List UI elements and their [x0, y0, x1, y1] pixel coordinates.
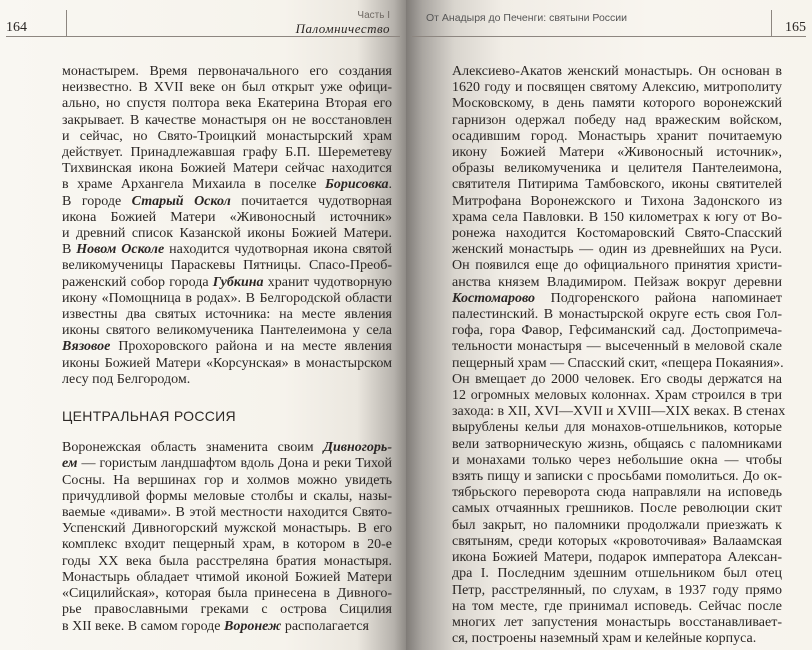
place-name: Новом Осколе: [76, 242, 165, 258]
text-run: взять пищу и записки с просьбами помолиться. До ок-: [452, 469, 782, 485]
text-line: [452, 177, 782, 193]
text-line: [452, 80, 782, 96]
text-line: [452, 566, 782, 582]
header-section: Паломничество: [295, 21, 390, 36]
text-line: [452, 469, 782, 485]
header-part: Часть I: [357, 10, 390, 21]
place-name: ем: [62, 456, 78, 472]
text-run: святителя Питирима Тамбовского, иконы святителей: [452, 177, 782, 193]
header-rule: [6, 36, 400, 37]
text-run: икона Божией Матери, подарок императора Алексан-: [452, 550, 782, 566]
text-run: причудливой формы меловые столбы и скалы, назы-: [62, 488, 392, 504]
text-run: Он появился еще до официального принятия христи-: [452, 258, 782, 274]
text-line: [452, 96, 782, 112]
text-run: гарнизон одержал победу над вражеским войском,: [452, 112, 782, 128]
text-run: икона Божией Матери «Живоносный источник»: [62, 209, 392, 225]
text-line: [62, 356, 392, 372]
text-line: [62, 339, 392, 355]
text-line: [62, 177, 392, 193]
text-line: [62, 586, 392, 602]
place-name: Костомарово: [452, 290, 536, 306]
text-line: [452, 307, 782, 323]
text-run: многих лет запустения монастырь восстанавливает-: [452, 614, 782, 630]
text-line: [62, 456, 392, 472]
text-run: 12 огромных меловых колоннах. Храм строился в три: [452, 388, 782, 404]
text-run: Монастырь обладает чтимой иконой Божией Матери: [62, 569, 392, 585]
text-run: известны два святых источника: на месте явления: [62, 307, 392, 323]
text-run: Тихвинская икона Божией Матери сейчас находится: [62, 161, 392, 177]
text-line: [452, 615, 782, 631]
text-run: тельности монастыря — высеченный в меловой скале: [452, 339, 782, 355]
text-line: [452, 291, 782, 307]
text-run: Московскому, в день памяти которого воронежский: [452, 96, 782, 112]
text-run: находится чудотворная икона святой: [164, 242, 392, 258]
text-line: [452, 372, 782, 388]
section-heading: ЦЕНТРАЛЬНАЯ РОССИЯ: [62, 408, 236, 425]
text-run: анства князем Владимиром. Пейзаж вокруг деревни: [452, 274, 782, 290]
text-run: ваемые «дивами». В этой местности находится Свято-: [62, 505, 392, 521]
right-page: [406, 0, 812, 650]
header-rule: [412, 36, 806, 37]
text-run: Воронежская область знаменита своим: [62, 440, 324, 456]
text-run: неизвестно. В XVII веке он был открыт уже офици-: [62, 80, 392, 96]
text-run: «Сицилийская», которая была принесена в Дивного-: [62, 586, 392, 602]
place-name: Борисовка: [324, 177, 389, 193]
text-run: храма села Павловки. В 150 километрах к югу от Во-: [452, 209, 782, 225]
text-line: [452, 194, 782, 210]
text-run: святыням, среди которых «кровоточивая» Валаамская: [452, 533, 782, 549]
text-run: располагается: [281, 618, 369, 634]
text-line: [62, 372, 392, 388]
text-line: [452, 210, 782, 226]
text-line: [452, 550, 782, 566]
text-run: палестинский. В монастырской округе есть своя Гол-: [452, 307, 782, 323]
text-line: [62, 291, 392, 307]
text-run: закрывает. В качестве монастыря он не восстановлен: [62, 112, 392, 128]
text-line: [452, 145, 782, 161]
text-run: дра I. Последним здешним отшельником был отец: [452, 566, 782, 582]
text-run: пещерный храм — Спасский скит, «пещера Покаяния».: [452, 355, 784, 371]
text-line: [452, 258, 782, 274]
text-line: [62, 258, 392, 274]
place-name: Губкина: [212, 274, 264, 290]
text-run: был закрыт, но паломники продолжали приезжать к: [452, 517, 782, 533]
text-line: [62, 129, 392, 145]
text-run: и монахами только через небольшие окна — чтобы: [452, 452, 782, 468]
text-line: [62, 113, 392, 129]
right-page-number: 165: [785, 20, 806, 35]
text-run: образы великомученика и целителя Пантелеимона,: [452, 161, 782, 177]
text-run: почитается чудотворная: [230, 193, 392, 209]
text-line: [452, 113, 782, 129]
text-run: вели затворническую жизнь, общаясь с паломниками: [452, 436, 782, 452]
text-line: [62, 473, 392, 489]
text-line: [452, 518, 782, 534]
text-line: [452, 339, 782, 355]
text-run: годы XX века была расстреляна братия монастыря.: [62, 553, 392, 569]
text-run: захода: в XII, XVI—XVII и XVIII—XIX веках. В стенах: [452, 404, 786, 420]
text-run: действует. Принадлежавшая графу Б.П. Шереметеву: [62, 145, 392, 161]
header-divider: [771, 10, 772, 36]
text-line: [62, 323, 392, 339]
paragraph-central-russia: [62, 440, 392, 634]
text-line: [452, 501, 782, 517]
text-run: осадившим город. Монастырь хранит почитаемую: [452, 128, 782, 144]
text-run: самых отчаянных грешников. После революции скит: [452, 501, 782, 517]
text-run: Он вмещает до 2000 человек. Его своды держатся на: [452, 371, 782, 387]
text-line: [62, 226, 392, 242]
text-run: тябрьского переворота сюда направляли на исповедь: [452, 485, 782, 501]
paragraph-voronezh-monasteries: [452, 64, 786, 647]
text-line: [452, 129, 782, 145]
text-line: [62, 505, 392, 521]
text-line: [452, 583, 782, 599]
text-run: Петр, расстрелянный, по слухам, в 1937 году прямо: [452, 582, 782, 598]
text-line: [62, 194, 392, 210]
right-page-body: [452, 64, 786, 647]
text-line: [62, 64, 392, 80]
text-line: [452, 226, 782, 242]
left-running-header: [296, 9, 390, 35]
text-run: гофа, гора Фавор, Гефсиманский сад. Достопримеча-: [452, 323, 782, 339]
text-line: [452, 323, 782, 339]
text-run: комплекс входит пещерный храм, в котором в 20-е: [62, 537, 392, 553]
place-name: Вязовое: [62, 339, 111, 355]
text-line: [62, 242, 392, 258]
text-run: — гористым ландшафтом вдоль Дона и реки Тихой: [77, 456, 392, 472]
text-run: монастырем. Время первоначального его создания: [62, 64, 392, 79]
text-run: ся, построены наземный храм и келейные корпуса.: [452, 631, 757, 647]
left-page-number: 164: [6, 20, 27, 35]
text-run: Успенский Дивногорский мужской монастырь. В его: [62, 521, 392, 537]
text-line: [452, 161, 782, 177]
text-run: В городе: [62, 193, 132, 209]
text-line: [452, 599, 782, 615]
text-line: [452, 420, 782, 436]
text-line: [452, 242, 782, 258]
place-name: Старый Оскол: [131, 193, 231, 209]
text-run: икону «Помощница в родах». В Белгородской области: [62, 290, 392, 306]
text-line: [62, 275, 392, 291]
text-run: Алексиево-Акатов женский монастырь. Он основан в: [452, 64, 782, 79]
text-line: [62, 440, 392, 456]
text-line: [62, 602, 392, 618]
text-run: иконы святого великомученика Пантелеимона у села: [62, 323, 392, 339]
text-line: [452, 356, 782, 372]
text-run: Митрофана Воронежского и Тихона Задонского из: [452, 193, 782, 209]
text-line: [452, 453, 782, 469]
text-line: [452, 404, 786, 420]
right-running-header: От Анадыря до Печенги: святыни России: [426, 12, 628, 24]
text-run: В: [62, 242, 77, 258]
text-line: [62, 210, 392, 226]
text-line: [62, 96, 392, 112]
text-run: хранит чудотворную: [263, 274, 392, 290]
text-run: иконы Божией Матери «Корсунская» в монастырском: [62, 355, 392, 371]
text-line: [62, 161, 392, 177]
text-line: [452, 64, 782, 80]
place-name: Воронеж: [224, 618, 282, 634]
text-line: [62, 570, 392, 586]
text-run: женский монастырь — один из древнейших на Руси.: [452, 242, 782, 258]
text-run: великомученицы Параскевы Пятницы. Спасо-Преоб-: [62, 258, 392, 274]
text-line: [452, 631, 782, 647]
text-run: рье православными греками с острова Сицилия: [62, 602, 392, 618]
text-run: ально, но спустя полтора века Екатерина Вторая его: [62, 96, 392, 112]
text-line: [452, 437, 782, 453]
text-line: [62, 80, 392, 96]
text-run: и сейчас, но Свято-Троицкий монастырский храм: [62, 128, 392, 144]
text-line: [62, 537, 392, 553]
text-run: Прохоровского района и на месте явления: [110, 339, 392, 355]
text-line: [62, 554, 392, 570]
text-run: икону Божией Матери «Живоносный источник»,: [452, 145, 782, 161]
text-line: [452, 275, 782, 291]
text-run: лесу под Белгородом.: [62, 371, 191, 387]
text-run: .: [388, 177, 392, 193]
text-line: [62, 489, 392, 505]
text-run: и древний список Казанской иконы Божией Матери.: [62, 226, 392, 242]
text-run: в XII векe. В самом городе: [62, 618, 225, 634]
paragraph-continued: [62, 64, 392, 388]
text-run: на том месте, где принимал исповедь. Сейчас после: [452, 598, 782, 614]
text-run: 1620 году и посвящен святому Алексию, митрополиту: [452, 80, 782, 96]
text-line: [452, 534, 782, 550]
text-run: Подгоренского района напоминает: [535, 290, 782, 306]
text-run: вырублены кельи для монахов-отшельников, которые: [452, 420, 782, 436]
header-divider: [66, 10, 67, 36]
text-line: [62, 521, 392, 537]
text-run: ронежа находится Костомаровский Свято-Спасский: [452, 226, 782, 242]
left-page-body: [62, 64, 392, 635]
text-run: в храме Архангела Михаила в поселке: [62, 177, 325, 193]
place-name: Дивногорь-: [323, 440, 392, 456]
text-line: [62, 619, 392, 635]
text-line: [62, 307, 392, 323]
text-line: [452, 388, 782, 404]
text-line: [62, 145, 392, 161]
text-line: [452, 485, 782, 501]
text-run: Сосны. На вершинах гор и холмов можно увидеть: [62, 472, 392, 488]
text-run: раженский собор города: [62, 274, 213, 290]
